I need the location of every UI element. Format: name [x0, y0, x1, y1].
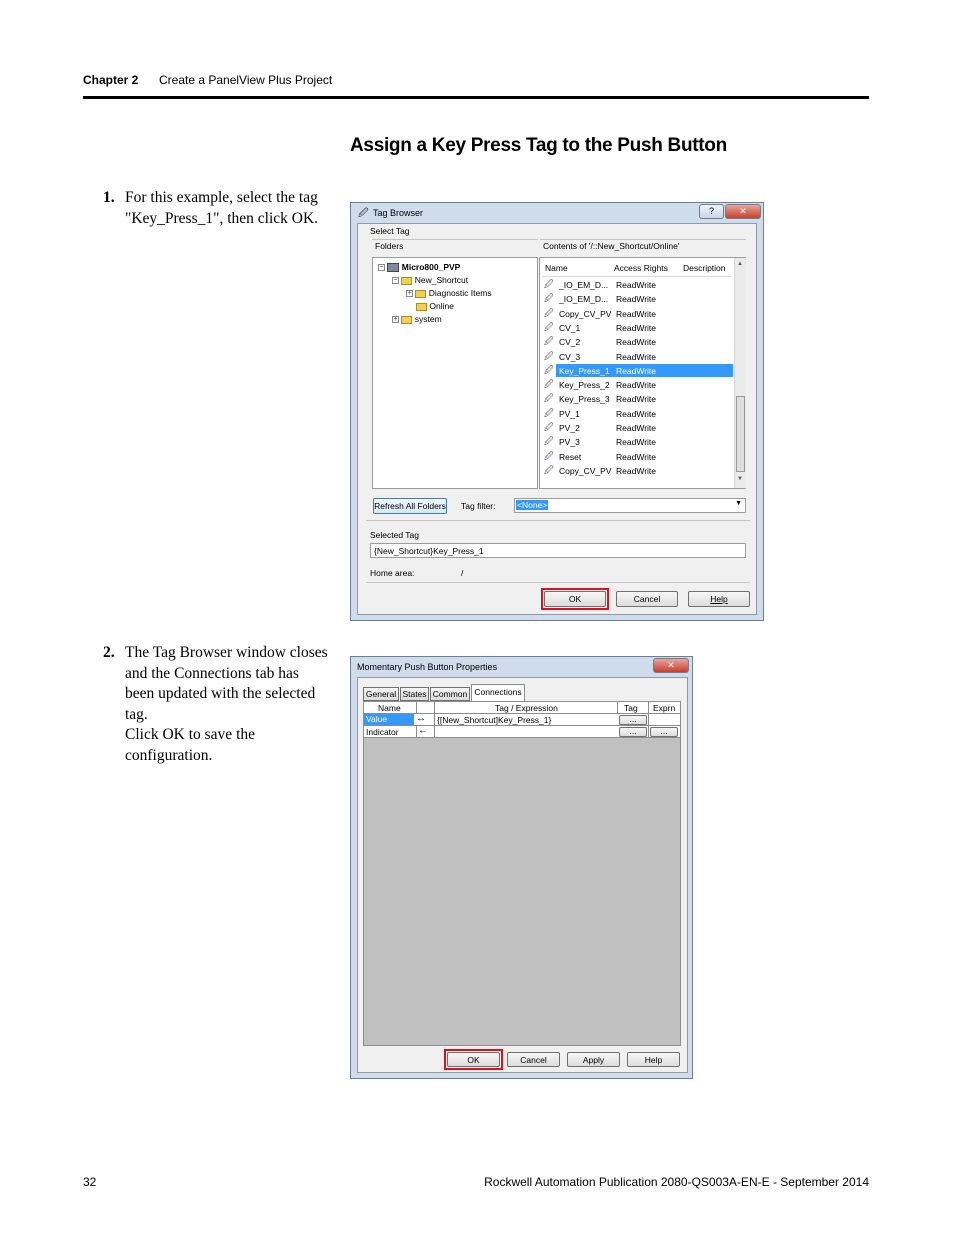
bidirectional-arrow-icon: ↔	[416, 713, 426, 724]
help-title-button[interactable]: ?	[699, 204, 724, 219]
tree-node-label: Online	[429, 301, 454, 311]
tag-icon: 🖉	[544, 293, 554, 304]
tag-browser-title: Tag Browser	[373, 208, 424, 218]
step-1-number: 1.	[103, 189, 115, 206]
tag-access: ReadWrite	[616, 451, 656, 462]
tag-access: ReadWrite	[616, 322, 656, 333]
expand-icon[interactable]: +	[393, 316, 398, 324]
close-button[interactable]: ✕	[725, 204, 761, 219]
tag-name: PV_3	[559, 437, 580, 448]
tag-row-cells	[556, 307, 733, 320]
controller-icon	[387, 263, 399, 272]
step-2-line: been updated with the selected	[125, 685, 316, 702]
tag-name: _IO_EM_D...	[559, 294, 609, 305]
tab-common[interactable]: Common	[430, 687, 470, 701]
selected-tag-value: {New_Shortcut}Key_Press_1	[374, 546, 484, 556]
tag-row-cells	[556, 321, 733, 334]
contents-header: Contents of '/::New_Shortcut/Online'	[543, 241, 680, 251]
tag-row-cells	[556, 292, 733, 305]
tag-row[interactable]	[542, 464, 733, 477]
connection-row-value[interactable]	[364, 714, 680, 726]
tag-browser-body	[357, 223, 757, 615]
help-button[interactable]: Help	[688, 591, 750, 607]
publication-info: Rockwell Automation Publication 2080-QS003A-EN-E - September 2014	[484, 1175, 869, 1189]
tag-row[interactable]	[542, 321, 733, 334]
connection-name: Indicator	[366, 727, 399, 737]
select-tag-label: Select Tag	[370, 226, 410, 236]
tag-filter-label: Tag filter:	[461, 501, 496, 511]
tag-access: ReadWrite	[616, 294, 656, 305]
cancel-button[interactable]: Cancel	[616, 591, 678, 607]
tag-icon: 🖉	[544, 379, 554, 390]
tag-row[interactable]	[542, 421, 733, 434]
tag-icon: 🖉	[544, 321, 554, 332]
tag-access: ReadWrite	[616, 394, 656, 405]
tag-row[interactable]	[542, 392, 733, 405]
column-header-access[interactable]: Access Rights	[614, 263, 668, 273]
left-arrow-icon: ←	[418, 725, 428, 736]
properties-title: Momentary Push Button Properties	[357, 662, 498, 672]
chapter-label: Chapter 2	[83, 73, 139, 87]
expression-edit-button[interactable]: ...	[650, 727, 678, 737]
tree-node-label: New_Shortcut	[414, 275, 469, 285]
column-header-name[interactable]: Name	[545, 263, 568, 273]
tag-row-cells	[556, 335, 733, 348]
tag-row-cells	[556, 350, 733, 363]
tag-access: ReadWrite	[616, 408, 656, 419]
selected-tag-label: Selected Tag	[370, 530, 419, 540]
tag-access: ReadWrite	[616, 351, 656, 362]
tag-row[interactable]	[542, 450, 733, 463]
tag-row-cells	[556, 378, 733, 391]
tag-icon: 🖉	[544, 336, 554, 347]
tab-connections[interactable]: Connections	[471, 684, 525, 702]
folders-header: Folders	[375, 241, 404, 251]
dropdown-arrow-icon[interactable]: ▼	[735, 500, 742, 507]
home-area-label: Home area:	[370, 568, 415, 578]
connection-name: Value	[364, 714, 414, 725]
tag-row[interactable]	[542, 364, 733, 377]
step-2-line: Click OK to save the	[125, 726, 256, 743]
tree-node-diagnostic[interactable]	[406, 288, 492, 298]
vertical-scrollbar[interactable]	[734, 258, 746, 488]
properties-window	[350, 656, 693, 1079]
tag-access: ReadWrite	[616, 365, 656, 376]
help-button[interactable]: Help	[627, 1052, 680, 1067]
tag-icon: 🖉	[544, 464, 554, 475]
tag-icon: 🖉	[544, 350, 554, 361]
tag-row-cells	[556, 407, 733, 420]
expand-icon[interactable]: +	[407, 290, 412, 298]
column-header-expression: Tag / Expression	[495, 703, 558, 713]
header-rule	[83, 96, 869, 99]
folder-tree[interactable]	[372, 257, 538, 489]
step-2-number: 2.	[103, 644, 115, 661]
ok-button[interactable]: OK	[447, 1052, 500, 1067]
scroll-thumb[interactable]	[736, 396, 745, 472]
tag-access: ReadWrite	[616, 337, 656, 348]
folder-icon	[401, 316, 412, 324]
tag-access: ReadWrite	[616, 465, 656, 476]
connection-expression[interactable]: {[New_Shortcut]Key_Press_1}	[437, 715, 552, 725]
tag-row-cells	[556, 464, 733, 477]
collapse-icon[interactable]: −	[393, 277, 398, 285]
ok-button[interactable]: OK	[544, 591, 606, 607]
tree-node-shortcut[interactable]	[392, 275, 468, 285]
tree-node-label: Micro800_PVP	[401, 262, 461, 272]
tag-row[interactable]	[542, 292, 733, 305]
step-1-line: "Key_Press_1", then click OK.	[125, 209, 319, 227]
tag-name: Key_Press_1	[559, 365, 610, 376]
tag-name: Copy_CV_PV	[559, 465, 612, 476]
tag-name: Key_Press_3	[559, 394, 610, 405]
tag-row[interactable]	[542, 307, 733, 320]
tag-row-cells	[556, 392, 733, 405]
tag-browser-window	[350, 202, 764, 621]
tag-access: ReadWrite	[616, 280, 656, 290]
tag-row-cells	[556, 364, 733, 377]
apply-button[interactable]: Apply	[567, 1052, 620, 1067]
tag-icon: 🖉	[544, 450, 554, 461]
tag-rows	[540, 278, 733, 488]
folder-icon	[416, 303, 427, 311]
tag-icon: 🖉	[544, 407, 554, 418]
tree-node-root[interactable]	[378, 262, 460, 272]
tag-row-cells	[556, 421, 733, 434]
tree-node-label: system	[414, 314, 442, 324]
tag-name: CV_2	[559, 337, 581, 348]
column-header-description[interactable]: Description	[683, 263, 726, 273]
home-area-value: /	[461, 568, 464, 578]
tag-name: Reset	[559, 451, 582, 462]
column-header-name: Name	[378, 703, 401, 713]
connections-header-row	[364, 702, 680, 714]
tag-row-cells	[556, 278, 733, 291]
tag-icon: 🖉	[544, 422, 554, 432]
tag-icon: 🖉	[544, 393, 554, 404]
cancel-button[interactable]: Cancel	[507, 1052, 560, 1067]
tag-icon: 🖉	[544, 436, 554, 447]
tag-row[interactable]	[542, 378, 733, 391]
close-button[interactable]: ✕	[653, 658, 689, 673]
tag-name: PV_2	[559, 423, 580, 433]
tab-general[interactable]: General	[363, 687, 399, 701]
folder-icon	[415, 290, 426, 298]
tag-name: PV_1	[559, 408, 580, 419]
column-header-exprn: Exprn	[653, 703, 676, 713]
tag-access: ReadWrite	[616, 308, 656, 319]
tag-row[interactable]	[542, 350, 733, 363]
tag-access: ReadWrite	[616, 380, 656, 391]
step-2-line: The Tag Browser window closes	[125, 644, 328, 661]
page-number: 32	[83, 1175, 97, 1189]
scroll-up-icon[interactable]: ▲	[737, 261, 743, 267]
tag-name: Copy_CV_PV	[559, 308, 612, 319]
collapse-icon[interactable]: −	[379, 264, 384, 272]
step-2-line: tag.	[125, 705, 148, 723]
tag-browser-app-icon: 🖉	[358, 208, 369, 219]
tag-row[interactable]	[542, 335, 733, 348]
tag-row[interactable]	[542, 407, 733, 420]
tag-icon: 🖉	[544, 307, 554, 318]
tag-access: ReadWrite	[616, 423, 656, 433]
tag-browse-button[interactable]: ...	[619, 727, 647, 737]
tag-filter-select[interactable]	[514, 498, 746, 513]
step-2-line: and the Connections tab has	[125, 664, 299, 682]
column-header-tag: Tag	[624, 703, 638, 713]
tag-name: CV_3	[559, 351, 581, 362]
connections-panel	[363, 701, 681, 1046]
step-1-line: For this example, select the tag	[125, 189, 318, 206]
connection-row-indicator[interactable]	[364, 726, 680, 738]
section-title: Assign a Key Press Tag to the Push Button	[350, 135, 727, 156]
step-2-line: configuration.	[125, 746, 213, 764]
tag-browse-button[interactable]: ...	[619, 715, 647, 725]
tag-list[interactable]	[539, 257, 746, 489]
tree-node-online[interactable]	[416, 301, 454, 311]
tag-row[interactable]	[542, 435, 733, 448]
tag-access: ReadWrite	[616, 437, 656, 448]
tab-states[interactable]: States	[400, 687, 429, 701]
tag-row-cells	[556, 435, 733, 448]
properties-body	[357, 677, 688, 1073]
tag-name: _IO_EM_D...	[559, 280, 609, 290]
chapter-title: Create a PanelView Plus Project	[159, 73, 333, 87]
tag-name: CV_1	[559, 322, 581, 333]
refresh-all-folders-button[interactable]: Refresh All Folders	[373, 498, 447, 514]
tree-node-system[interactable]	[392, 314, 442, 324]
folder-icon	[401, 277, 412, 285]
selected-tag-field[interactable]	[370, 543, 746, 558]
tag-icon: 🖉	[544, 364, 554, 375]
scroll-down-icon[interactable]: ▼	[737, 476, 743, 482]
tree-node-label: Diagnostic Items	[428, 288, 492, 298]
tag-row[interactable]	[542, 278, 733, 291]
tag-name: Key_Press_2	[559, 380, 610, 391]
tag-filter-value: <None>	[517, 500, 548, 510]
tag-icon: 🖉	[544, 279, 554, 289]
tag-row-cells	[556, 450, 733, 463]
